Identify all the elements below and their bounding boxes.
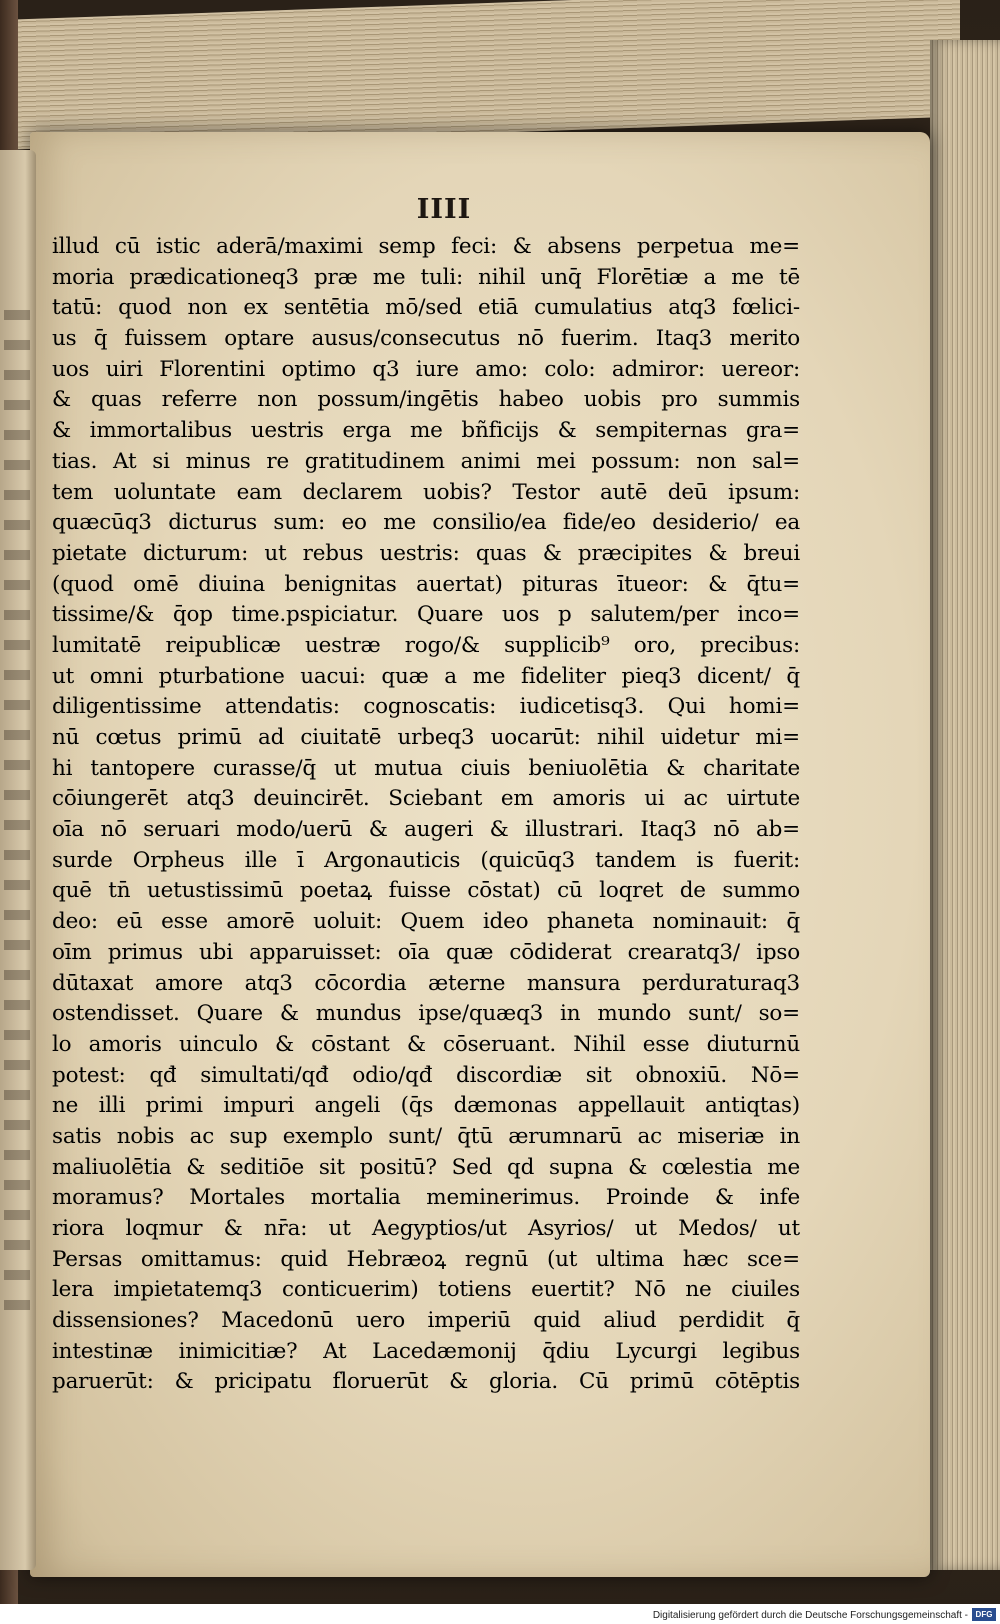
text-line: tatū: quod non ex sentētia mō/sed etiā cumulatius atq3 fœlici- [52,295,800,321]
footer-credit: Digitalisierung gefördert durch die Deutsche Forschungsgemeinschaft - [652,1610,968,1621]
text-line: tissime/& q̄op time.pspiciatur. Quare uos p salutem/per inco= [52,602,800,628]
text-line: moria prædicationeq3 præ me tuli: nihil unq̄ Florētiæ a me tē [52,264,800,290]
text-line: oīa nō seruari modo/uerū & augeri & illustrari. Itaq3 nō ab= [52,817,800,843]
text-line: cōiungerēt atq3 deuincirēt. Sciebant em amoris ui ac uirtute [52,786,800,812]
previous-page-text [4,310,30,1310]
book-page [30,132,930,1577]
text-line: satis nobis ac sup exemplo sunt/ q̄tū ærumnarū ac miseriæ in [52,1123,800,1149]
text-line: quē tn̄ uetustissimū poetaꝝ fuisse cōstat) cū loqret de summo [52,878,800,904]
text-line: riora loqmur & nr̄a: ut Aegyptios/ut Asyrios/ ut Medos/ ut [52,1216,800,1241]
text-line: pietate dicturum: ut rebus uestris: quas & præcipites & breui [52,540,800,566]
text-line: ut omni pturbatione uacui: quæ a me fideliter pieq3 dicent/ q̄ [52,663,800,689]
digitization-footer [0,1604,1000,1624]
text-line: uos uiri Florentini optimo q3 iure amo: colo: admiror: uereor: [52,356,800,382]
text-line: ne illi primi impuri angeli (q̄s dæmonas appellauit antiqtas) [52,1093,800,1119]
text-line: surde Orpheus ille ī Argonauticis (quicūq3 tandem is fuerit: [52,847,800,873]
text-line: & immortalibus uestris erga me bñficijs & sempiternas gra= [52,418,800,444]
text-line: lumitatē reipublicæ uestræ rogo/& supplicib⁹ oro, precibus: [52,632,800,658]
text-line: quæcūq3 dicturus sum: eo me consilio/ea fide/eo desiderio/ ea [52,510,800,536]
text-line: ostendisset. Quare & mundus ipse/quæq3 in mundo sunt/ so= [52,1001,800,1027]
text-line: oīm primus ubi apparuisset: oīa quæ cōdiderat crearatq3/ ipso [52,939,800,965]
text-line: lo amoris uinculo & cōstant & cōseruant. Nihil esse diuturnū [52,1031,800,1057]
text-line: intestinæ inimicitiæ? At Lacedæmonij q̄diu Lycurgi legibus [52,1338,800,1364]
text-line: us q̄ fuissem optare ausus/consecutus nō fuerim. Itaq3 merito [52,326,800,352]
text-line: & quas referre non possum/ingētis habeo uobis pro summis [52,387,800,413]
text-line: potest: qđ simultati/qđ odio/qđ discordiæ sit obnoxiū. Nō= [52,1062,800,1088]
text-line: dissensiones? Macedonū uero imperiū quid aliud perdidit q̄ [52,1308,800,1334]
text-line: dūtaxat amore atq3 cōcordia æterne mansura perduraturaq3 [52,970,800,996]
text-line: tem uoluntate eam declarem uobis? Testor autē deū ipsum: [52,479,800,505]
text-line: illud cū istic aderā/maximi semp feci: & absens perpetua me= [52,234,800,259]
book-fore-edge [930,40,1000,1570]
text-block [52,232,800,1398]
text-line: (quod omē diuina benignitas auertat) pituras ītueor: & q̄tu= [52,571,800,597]
text-line: Persas omittamus: quid Hebræoꝝ regnū (ut ultima hæc sce= [52,1246,800,1272]
dfg-logo: DFG [972,1608,996,1621]
text-line: hi tantopere curasse/q̄ ut mutua ciuis beniuolētia & charitate [52,755,800,781]
book-top-edge [0,0,960,150]
previous-page-edge [0,150,36,1570]
text-line: deo: eū esse amorē uoluit: Quem ideo phaneta nominauit: q̄ [52,909,800,935]
text-line: nū cœtus primū ad ciuitatē urbeq3 uocarūt: nihil uidetur mi= [52,725,800,750]
text-line: lera impietatemq3 conticuerim) totiens euertit? Nō ne ciuiles [52,1277,800,1303]
text-line: tias. At si minus re gratitudinem animi mei possum: non sal= [52,448,800,474]
text-line: maliuolētia & seditiōe sit positū? Sed qd supna & cœlestia me [52,1154,800,1180]
text-line: paruerūt: & pricipatu floruerūt & gloria. Cū primū cōtēptis [52,1369,800,1395]
text-line: diligentissime attendatis: cognoscatis: iudicetisq3. Qui homi= [52,694,800,720]
folio-number: IIII [416,194,472,225]
text-line: moramus? Mortales mortalia meminerimus. Proinde & infe [52,1185,800,1211]
